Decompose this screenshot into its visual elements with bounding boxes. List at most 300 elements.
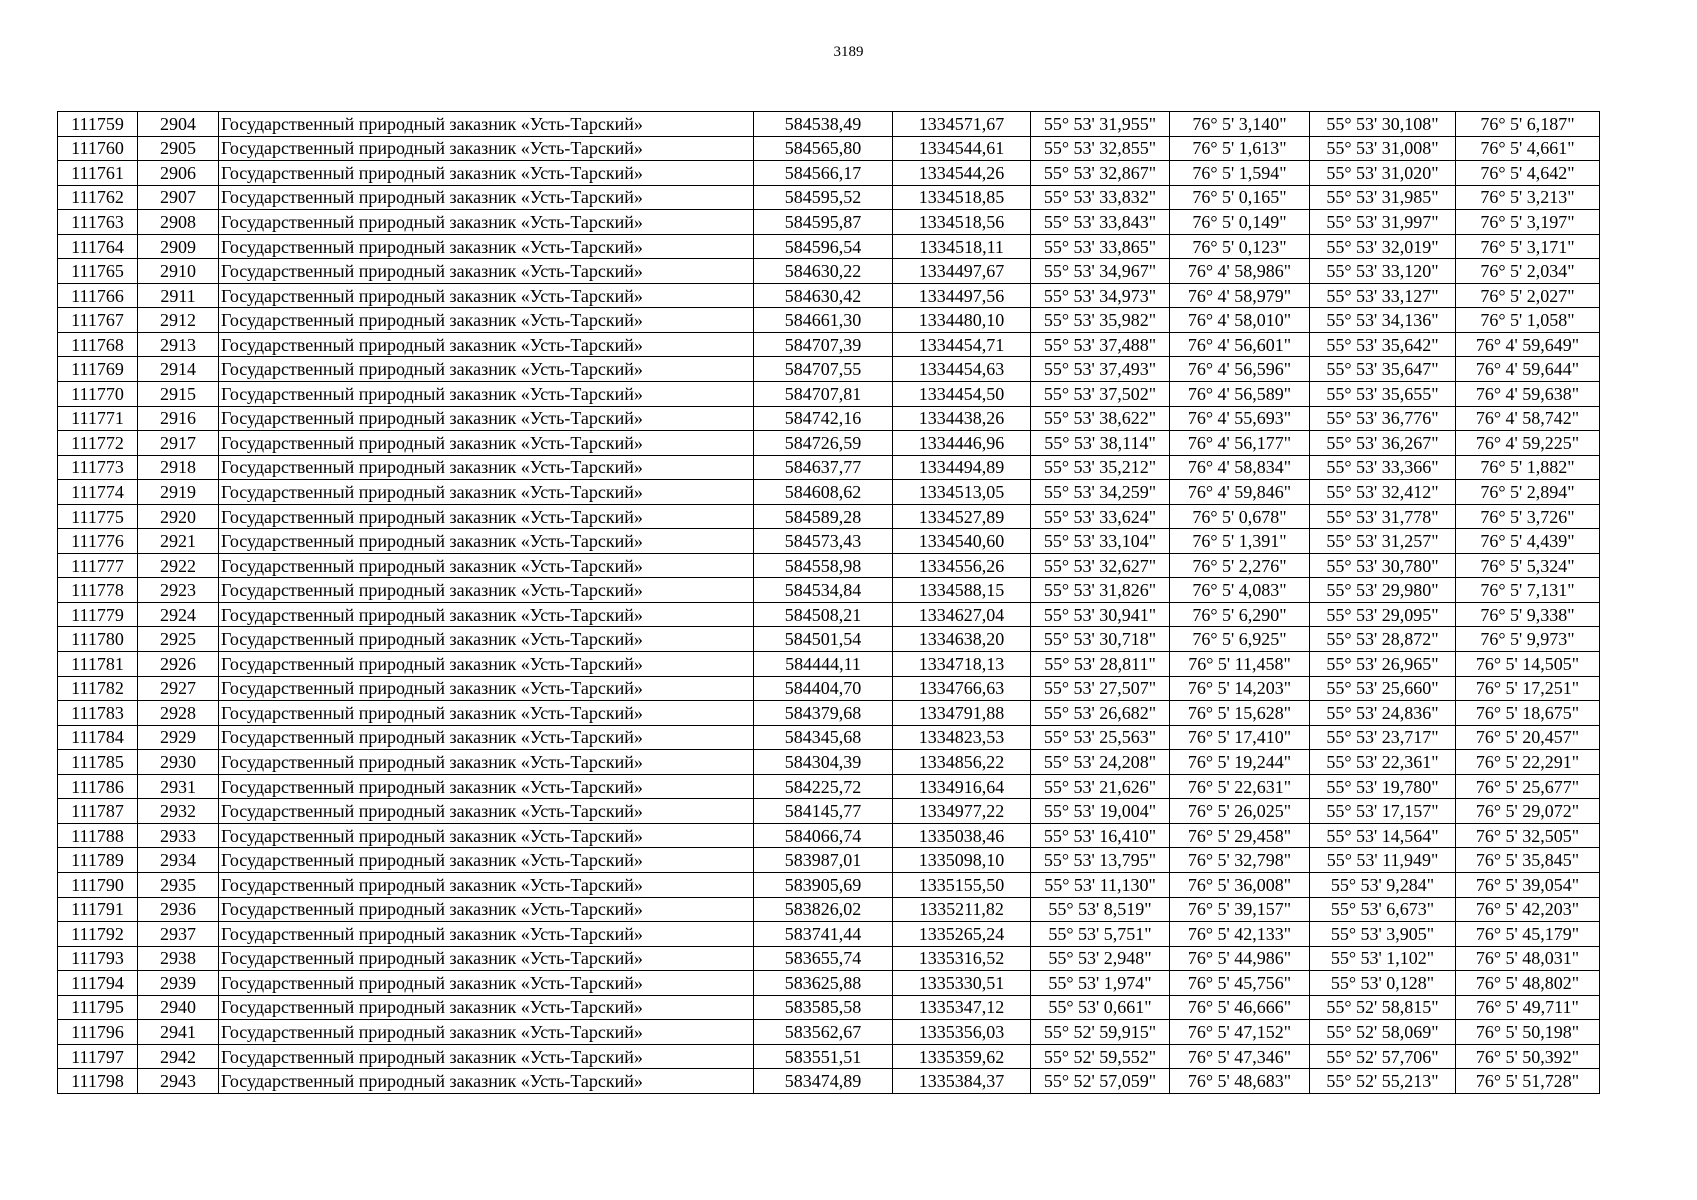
coord-y-cell: 1334497,67 <box>893 259 1031 284</box>
latitude-2-cell: 55° 53' 28,872" <box>1310 627 1456 652</box>
longitude-2-cell: 76° 5' 35,845" <box>1456 848 1600 873</box>
latitude-1-cell: 55° 53' 33,104" <box>1031 529 1170 554</box>
longitude-2-cell: 76° 4' 59,649" <box>1456 332 1600 357</box>
longitude-2-cell: 76° 5' 29,072" <box>1456 799 1600 824</box>
point-number-cell: 2928 <box>138 701 219 726</box>
coord-y-cell: 1335356,03 <box>893 1020 1031 1045</box>
record-id-cell: 111795 <box>58 995 138 1020</box>
longitude-2-cell: 76° 5' 3,726" <box>1456 504 1600 529</box>
coord-x-cell: 584304,39 <box>754 750 893 775</box>
latitude-1-cell: 55° 53' 11,130" <box>1031 872 1170 897</box>
point-number-cell: 2908 <box>138 210 219 235</box>
reserve-name-cell: Государственный природный заказник «Усть-Тарский» <box>219 112 754 137</box>
longitude-1-cell: 76° 5' 1,594" <box>1170 161 1310 186</box>
longitude-1-cell: 76° 5' 4,083" <box>1170 578 1310 603</box>
table-row <box>58 161 1600 186</box>
reserve-name-cell: Государственный природный заказник «Усть-Тарский» <box>219 431 754 456</box>
latitude-1-cell: 55° 53' 13,795" <box>1031 848 1170 873</box>
record-id-cell: 111762 <box>58 185 138 210</box>
table-row <box>58 112 1600 137</box>
latitude-2-cell: 55° 53' 35,642" <box>1310 332 1456 357</box>
longitude-1-cell: 76° 4' 56,601" <box>1170 332 1310 357</box>
table-row <box>58 897 1600 922</box>
point-number-cell: 2926 <box>138 652 219 677</box>
table-row <box>58 332 1600 357</box>
table-row <box>58 995 1600 1020</box>
point-number-cell: 2942 <box>138 1044 219 1069</box>
record-id-cell: 111775 <box>58 504 138 529</box>
longitude-2-cell: 76° 5' 2,027" <box>1456 283 1600 308</box>
latitude-1-cell: 55° 53' 21,626" <box>1031 774 1170 799</box>
latitude-2-cell: 55° 53' 31,008" <box>1310 136 1456 161</box>
coord-y-cell: 1334856,22 <box>893 750 1031 775</box>
coord-x-cell: 584379,68 <box>754 701 893 726</box>
longitude-1-cell: 76° 5' 45,756" <box>1170 971 1310 996</box>
table-row <box>58 1044 1600 1069</box>
point-number-cell: 2914 <box>138 357 219 382</box>
coord-x-cell: 584595,87 <box>754 210 893 235</box>
longitude-1-cell: 76° 5' 39,157" <box>1170 897 1310 922</box>
point-number-cell: 2925 <box>138 627 219 652</box>
latitude-2-cell: 55° 53' 31,020" <box>1310 161 1456 186</box>
coord-x-cell: 584630,42 <box>754 283 893 308</box>
coord-x-cell: 583625,88 <box>754 971 893 996</box>
coord-x-cell: 583987,01 <box>754 848 893 873</box>
table-row <box>58 210 1600 235</box>
record-id-cell: 111766 <box>58 283 138 308</box>
reserve-name-cell: Государственный природный заказник «Усть-Тарский» <box>219 234 754 259</box>
point-number-cell: 2913 <box>138 332 219 357</box>
record-id-cell: 111774 <box>58 480 138 505</box>
latitude-1-cell: 55° 53' 33,832" <box>1031 185 1170 210</box>
coord-y-cell: 1335038,46 <box>893 823 1031 848</box>
latitude-1-cell: 55° 53' 25,563" <box>1031 725 1170 750</box>
coord-y-cell: 1334540,60 <box>893 529 1031 554</box>
point-number-cell: 2911 <box>138 283 219 308</box>
longitude-2-cell: 76° 5' 50,198" <box>1456 1020 1600 1045</box>
reserve-name-cell: Государственный природный заказник «Усть-Тарский» <box>219 185 754 210</box>
longitude-2-cell: 76° 5' 14,505" <box>1456 652 1600 677</box>
longitude-1-cell: 76° 4' 58,986" <box>1170 259 1310 284</box>
coord-y-cell: 1334977,22 <box>893 799 1031 824</box>
latitude-1-cell: 55° 53' 24,208" <box>1031 750 1170 775</box>
table-row <box>58 676 1600 701</box>
point-number-cell: 2907 <box>138 185 219 210</box>
longitude-1-cell: 76° 5' 44,986" <box>1170 946 1310 971</box>
latitude-1-cell: 55° 53' 33,865" <box>1031 234 1170 259</box>
point-number-cell: 2906 <box>138 161 219 186</box>
longitude-2-cell: 76° 5' 9,973" <box>1456 627 1600 652</box>
point-number-cell: 2939 <box>138 971 219 996</box>
record-id-cell: 111790 <box>58 872 138 897</box>
coord-x-cell: 584596,54 <box>754 234 893 259</box>
latitude-1-cell: 55° 53' 27,507" <box>1031 676 1170 701</box>
coord-y-cell: 1334518,85 <box>893 185 1031 210</box>
longitude-1-cell: 76° 5' 0,123" <box>1170 234 1310 259</box>
latitude-2-cell: 55° 52' 55,213" <box>1310 1069 1456 1094</box>
longitude-2-cell: 76° 5' 2,034" <box>1456 259 1600 284</box>
longitude-2-cell: 76° 4' 59,225" <box>1456 431 1600 456</box>
latitude-2-cell: 55° 53' 32,019" <box>1310 234 1456 259</box>
point-number-cell: 2917 <box>138 431 219 456</box>
record-id-cell: 111797 <box>58 1044 138 1069</box>
coord-x-cell: 584538,49 <box>754 112 893 137</box>
longitude-1-cell: 76° 4' 56,596" <box>1170 357 1310 382</box>
longitude-1-cell: 76° 5' 1,613" <box>1170 136 1310 161</box>
coord-y-cell: 1334556,26 <box>893 553 1031 578</box>
coord-y-cell: 1334494,89 <box>893 455 1031 480</box>
table-row <box>58 823 1600 848</box>
point-number-cell: 2930 <box>138 750 219 775</box>
longitude-1-cell: 76° 4' 58,010" <box>1170 308 1310 333</box>
reserve-name-cell: Государственный природный заказник «Усть-Тарский» <box>219 701 754 726</box>
longitude-2-cell: 76° 5' 4,642" <box>1456 161 1600 186</box>
longitude-2-cell: 76° 5' 3,197" <box>1456 210 1600 235</box>
latitude-2-cell: 55° 53' 17,157" <box>1310 799 1456 824</box>
longitude-2-cell: 76° 5' 4,439" <box>1456 529 1600 554</box>
coord-y-cell: 1334823,53 <box>893 725 1031 750</box>
table-row <box>58 602 1600 627</box>
longitude-2-cell: 76° 5' 3,213" <box>1456 185 1600 210</box>
latitude-2-cell: 55° 52' 58,069" <box>1310 1020 1456 1045</box>
table-row <box>58 136 1600 161</box>
latitude-2-cell: 55° 53' 0,128" <box>1310 971 1456 996</box>
longitude-1-cell: 76° 5' 29,458" <box>1170 823 1310 848</box>
reserve-name-cell: Государственный природный заказник «Усть-Тарский» <box>219 357 754 382</box>
table-row <box>58 529 1600 554</box>
coord-x-cell: 583585,58 <box>754 995 893 1020</box>
coord-y-cell: 1334588,15 <box>893 578 1031 603</box>
longitude-1-cell: 76° 5' 47,152" <box>1170 1020 1310 1045</box>
reserve-name-cell: Государственный природный заказник «Усть-Тарский» <box>219 553 754 578</box>
latitude-1-cell: 55° 53' 38,622" <box>1031 406 1170 431</box>
point-number-cell: 2920 <box>138 504 219 529</box>
longitude-1-cell: 76° 5' 2,276" <box>1170 553 1310 578</box>
latitude-1-cell: 55° 53' 33,843" <box>1031 210 1170 235</box>
table-row <box>58 1020 1600 1045</box>
record-id-cell: 111763 <box>58 210 138 235</box>
latitude-2-cell: 55° 52' 58,815" <box>1310 995 1456 1020</box>
latitude-2-cell: 55° 53' 30,108" <box>1310 112 1456 137</box>
reserve-name-cell: Государственный природный заказник «Усть-Тарский» <box>219 823 754 848</box>
table-row <box>58 578 1600 603</box>
coord-y-cell: 1334518,56 <box>893 210 1031 235</box>
latitude-2-cell: 55° 53' 3,905" <box>1310 922 1456 947</box>
coord-x-cell: 583474,89 <box>754 1069 893 1094</box>
latitude-1-cell: 55° 53' 32,867" <box>1031 161 1170 186</box>
latitude-2-cell: 55° 53' 36,776" <box>1310 406 1456 431</box>
longitude-1-cell: 76° 5' 0,678" <box>1170 504 1310 529</box>
longitude-1-cell: 76° 5' 1,391" <box>1170 529 1310 554</box>
latitude-2-cell: 55° 53' 32,412" <box>1310 480 1456 505</box>
coord-x-cell: 583826,02 <box>754 897 893 922</box>
latitude-2-cell: 55° 53' 35,647" <box>1310 357 1456 382</box>
record-id-cell: 111764 <box>58 234 138 259</box>
reserve-name-cell: Государственный природный заказник «Усть-Тарский» <box>219 848 754 873</box>
latitude-2-cell: 55° 53' 31,997" <box>1310 210 1456 235</box>
coord-y-cell: 1335098,10 <box>893 848 1031 873</box>
latitude-2-cell: 55° 53' 24,836" <box>1310 701 1456 726</box>
coord-x-cell: 583655,74 <box>754 946 893 971</box>
record-id-cell: 111796 <box>58 1020 138 1045</box>
longitude-2-cell: 76° 5' 48,031" <box>1456 946 1600 971</box>
point-number-cell: 2941 <box>138 1020 219 1045</box>
longitude-2-cell: 76° 5' 6,187" <box>1456 112 1600 137</box>
coord-x-cell: 584707,55 <box>754 357 893 382</box>
reserve-name-cell: Государственный природный заказник «Усть-Тарский» <box>219 136 754 161</box>
coord-x-cell: 584742,16 <box>754 406 893 431</box>
table-row <box>58 308 1600 333</box>
reserve-name-cell: Государственный природный заказник «Усть-Тарский» <box>219 774 754 799</box>
reserve-name-cell: Государственный природный заказник «Усть-Тарский» <box>219 627 754 652</box>
coord-x-cell: 584225,72 <box>754 774 893 799</box>
longitude-2-cell: 76° 5' 50,392" <box>1456 1044 1600 1069</box>
record-id-cell: 111759 <box>58 112 138 137</box>
record-id-cell: 111794 <box>58 971 138 996</box>
longitude-2-cell: 76° 5' 49,711" <box>1456 995 1600 1020</box>
table-row <box>58 872 1600 897</box>
reserve-name-cell: Государственный природный заказник «Усть-Тарский» <box>219 480 754 505</box>
point-number-cell: 2904 <box>138 112 219 137</box>
page-number: 3189 <box>833 44 864 60</box>
table-row <box>58 504 1600 529</box>
longitude-2-cell: 76° 4' 58,742" <box>1456 406 1600 431</box>
reserve-name-cell: Государственный природный заказник «Усть-Тарский» <box>219 283 754 308</box>
latitude-2-cell: 55° 52' 57,706" <box>1310 1044 1456 1069</box>
longitude-2-cell: 76° 5' 48,802" <box>1456 971 1600 996</box>
table-row <box>58 799 1600 824</box>
table-row <box>58 774 1600 799</box>
record-id-cell: 111784 <box>58 725 138 750</box>
latitude-1-cell: 55° 53' 30,718" <box>1031 627 1170 652</box>
record-id-cell: 111789 <box>58 848 138 873</box>
longitude-1-cell: 76° 5' 32,798" <box>1170 848 1310 873</box>
coord-x-cell: 584566,17 <box>754 161 893 186</box>
record-id-cell: 111792 <box>58 922 138 947</box>
coord-y-cell: 1334454,63 <box>893 357 1031 382</box>
longitude-1-cell: 76° 5' 6,925" <box>1170 627 1310 652</box>
longitude-1-cell: 76° 4' 58,834" <box>1170 455 1310 480</box>
table-row <box>58 553 1600 578</box>
latitude-1-cell: 55° 53' 1,974" <box>1031 971 1170 996</box>
longitude-1-cell: 76° 5' 0,149" <box>1170 210 1310 235</box>
coord-y-cell: 1335330,51 <box>893 971 1031 996</box>
reserve-name-cell: Государственный природный заказник «Усть-Тарский» <box>219 946 754 971</box>
coord-x-cell: 584726,59 <box>754 431 893 456</box>
latitude-1-cell: 55° 52' 59,915" <box>1031 1020 1170 1045</box>
reserve-name-cell: Государственный природный заказник «Усть-Тарский» <box>219 676 754 701</box>
coord-y-cell: 1335359,62 <box>893 1044 1031 1069</box>
table-row <box>58 1069 1600 1094</box>
latitude-1-cell: 55° 53' 19,004" <box>1031 799 1170 824</box>
coord-y-cell: 1334497,56 <box>893 283 1031 308</box>
reserve-name-cell: Государственный природный заказник «Усть-Тарский» <box>219 161 754 186</box>
coord-x-cell: 583741,44 <box>754 922 893 947</box>
latitude-1-cell: 55° 53' 32,627" <box>1031 553 1170 578</box>
coord-x-cell: 584066,74 <box>754 823 893 848</box>
reserve-name-cell: Государственный природный заказник «Усть-Тарский» <box>219 332 754 357</box>
coord-y-cell: 1334527,89 <box>893 504 1031 529</box>
coord-x-cell: 584444,11 <box>754 652 893 677</box>
latitude-2-cell: 55° 53' 9,284" <box>1310 872 1456 897</box>
coord-y-cell: 1334916,64 <box>893 774 1031 799</box>
table-row <box>58 406 1600 431</box>
point-number-cell: 2932 <box>138 799 219 824</box>
latitude-1-cell: 55° 53' 31,955" <box>1031 112 1170 137</box>
longitude-2-cell: 76° 4' 59,638" <box>1456 382 1600 407</box>
latitude-2-cell: 55° 53' 31,985" <box>1310 185 1456 210</box>
point-number-cell: 2910 <box>138 259 219 284</box>
coord-x-cell: 584145,77 <box>754 799 893 824</box>
coord-x-cell: 584404,70 <box>754 676 893 701</box>
record-id-cell: 111791 <box>58 897 138 922</box>
latitude-1-cell: 55° 53' 28,811" <box>1031 652 1170 677</box>
latitude-2-cell: 55° 53' 31,778" <box>1310 504 1456 529</box>
longitude-1-cell: 76° 5' 15,628" <box>1170 701 1310 726</box>
point-number-cell: 2916 <box>138 406 219 431</box>
point-number-cell: 2927 <box>138 676 219 701</box>
longitude-1-cell: 76° 5' 42,133" <box>1170 922 1310 947</box>
longitude-2-cell: 76° 5' 20,457" <box>1456 725 1600 750</box>
coord-y-cell: 1334454,50 <box>893 382 1031 407</box>
reserve-name-cell: Государственный природный заказник «Усть-Тарский» <box>219 259 754 284</box>
longitude-2-cell: 76° 5' 45,179" <box>1456 922 1600 947</box>
record-id-cell: 111783 <box>58 701 138 726</box>
reserve-name-cell: Государственный природный заказник «Усть-Тарский» <box>219 725 754 750</box>
point-number-cell: 2934 <box>138 848 219 873</box>
point-number-cell: 2935 <box>138 872 219 897</box>
table-row <box>58 701 1600 726</box>
longitude-2-cell: 76° 5' 9,338" <box>1456 602 1600 627</box>
longitude-1-cell: 76° 5' 11,458" <box>1170 652 1310 677</box>
reserve-name-cell: Государственный природный заказник «Усть-Тарский» <box>219 406 754 431</box>
table-row <box>58 971 1600 996</box>
record-id-cell: 111772 <box>58 431 138 456</box>
table-row <box>58 725 1600 750</box>
latitude-2-cell: 55° 53' 14,564" <box>1310 823 1456 848</box>
latitude-2-cell: 55° 53' 11,949" <box>1310 848 1456 873</box>
table-row <box>58 922 1600 947</box>
record-id-cell: 111773 <box>58 455 138 480</box>
latitude-2-cell: 55° 53' 22,361" <box>1310 750 1456 775</box>
latitude-1-cell: 55° 53' 34,967" <box>1031 259 1170 284</box>
reserve-name-cell: Государственный природный заказник «Усть-Тарский» <box>219 455 754 480</box>
longitude-1-cell: 76° 5' 26,025" <box>1170 799 1310 824</box>
latitude-1-cell: 55° 53' 16,410" <box>1031 823 1170 848</box>
record-id-cell: 111798 <box>58 1069 138 1094</box>
longitude-1-cell: 76° 5' 36,008" <box>1170 872 1310 897</box>
coord-y-cell: 1334513,05 <box>893 480 1031 505</box>
longitude-1-cell: 76° 4' 55,693" <box>1170 406 1310 431</box>
coord-y-cell: 1334627,04 <box>893 602 1031 627</box>
coord-y-cell: 1334446,96 <box>893 431 1031 456</box>
point-number-cell: 2943 <box>138 1069 219 1094</box>
record-id-cell: 111782 <box>58 676 138 701</box>
coord-x-cell: 584345,68 <box>754 725 893 750</box>
table-row <box>58 750 1600 775</box>
latitude-1-cell: 55° 53' 35,982" <box>1031 308 1170 333</box>
record-id-cell: 111769 <box>58 357 138 382</box>
reserve-name-cell: Государственный природный заказник «Усть-Тарский» <box>219 1020 754 1045</box>
latitude-2-cell: 55° 53' 1,102" <box>1310 946 1456 971</box>
reserve-name-cell: Государственный природный заказник «Усть-Тарский» <box>219 504 754 529</box>
coord-y-cell: 1335155,50 <box>893 872 1031 897</box>
longitude-1-cell: 76° 5' 46,666" <box>1170 995 1310 1020</box>
point-number-cell: 2909 <box>138 234 219 259</box>
longitude-2-cell: 76° 5' 5,324" <box>1456 553 1600 578</box>
table-row <box>58 357 1600 382</box>
point-number-cell: 2921 <box>138 529 219 554</box>
latitude-1-cell: 55° 53' 37,502" <box>1031 382 1170 407</box>
longitude-1-cell: 76° 4' 59,846" <box>1170 480 1310 505</box>
table-row <box>58 382 1600 407</box>
coord-x-cell: 584534,84 <box>754 578 893 603</box>
longitude-2-cell: 76° 5' 1,882" <box>1456 455 1600 480</box>
longitude-1-cell: 76° 5' 14,203" <box>1170 676 1310 701</box>
longitude-2-cell: 76° 5' 17,251" <box>1456 676 1600 701</box>
coord-y-cell: 1335265,24 <box>893 922 1031 947</box>
coord-x-cell: 584637,77 <box>754 455 893 480</box>
reserve-name-cell: Государственный природный заказник «Усть-Тарский» <box>219 750 754 775</box>
latitude-2-cell: 55° 53' 6,673" <box>1310 897 1456 922</box>
coord-y-cell: 1335347,12 <box>893 995 1031 1020</box>
table-row <box>58 455 1600 480</box>
latitude-2-cell: 55° 53' 34,136" <box>1310 308 1456 333</box>
coord-y-cell: 1335211,82 <box>893 897 1031 922</box>
record-id-cell: 111768 <box>58 332 138 357</box>
reserve-name-cell: Государственный природный заказник «Усть-Тарский» <box>219 308 754 333</box>
coord-y-cell: 1334791,88 <box>893 701 1031 726</box>
record-id-cell: 111761 <box>58 161 138 186</box>
reserve-name-cell: Государственный природный заказник «Усть-Тарский» <box>219 897 754 922</box>
coord-y-cell: 1334454,71 <box>893 332 1031 357</box>
point-number-cell: 2922 <box>138 553 219 578</box>
latitude-2-cell: 55° 53' 35,655" <box>1310 382 1456 407</box>
point-number-cell: 2923 <box>138 578 219 603</box>
coord-y-cell: 1334544,61 <box>893 136 1031 161</box>
latitude-2-cell: 55° 53' 33,120" <box>1310 259 1456 284</box>
latitude-1-cell: 55° 53' 5,751" <box>1031 922 1170 947</box>
latitude-2-cell: 55° 53' 33,127" <box>1310 283 1456 308</box>
record-id-cell: 111778 <box>58 578 138 603</box>
point-number-cell: 2915 <box>138 382 219 407</box>
longitude-2-cell: 76° 5' 22,291" <box>1456 750 1600 775</box>
latitude-1-cell: 55° 52' 57,059" <box>1031 1069 1170 1094</box>
point-number-cell: 2918 <box>138 455 219 480</box>
coord-x-cell: 584565,80 <box>754 136 893 161</box>
reserve-name-cell: Государственный природный заказник «Усть-Тарский» <box>219 872 754 897</box>
longitude-2-cell: 76° 4' 59,644" <box>1456 357 1600 382</box>
coord-x-cell: 583905,69 <box>754 872 893 897</box>
table-row <box>58 480 1600 505</box>
longitude-1-cell: 76° 5' 17,410" <box>1170 725 1310 750</box>
coord-x-cell: 584573,43 <box>754 529 893 554</box>
coord-y-cell: 1334518,11 <box>893 234 1031 259</box>
latitude-2-cell: 55° 53' 19,780" <box>1310 774 1456 799</box>
coord-x-cell: 584630,22 <box>754 259 893 284</box>
record-id-cell: 111787 <box>58 799 138 824</box>
record-id-cell: 111771 <box>58 406 138 431</box>
longitude-2-cell: 76° 5' 51,728" <box>1456 1069 1600 1094</box>
latitude-2-cell: 55° 53' 29,980" <box>1310 578 1456 603</box>
point-number-cell: 2937 <box>138 922 219 947</box>
longitude-2-cell: 76° 5' 4,661" <box>1456 136 1600 161</box>
coord-x-cell: 584595,52 <box>754 185 893 210</box>
longitude-1-cell: 76° 5' 6,290" <box>1170 602 1310 627</box>
coord-y-cell: 1334638,20 <box>893 627 1031 652</box>
longitude-2-cell: 76° 5' 39,054" <box>1456 872 1600 897</box>
coord-y-cell: 1334480,10 <box>893 308 1031 333</box>
